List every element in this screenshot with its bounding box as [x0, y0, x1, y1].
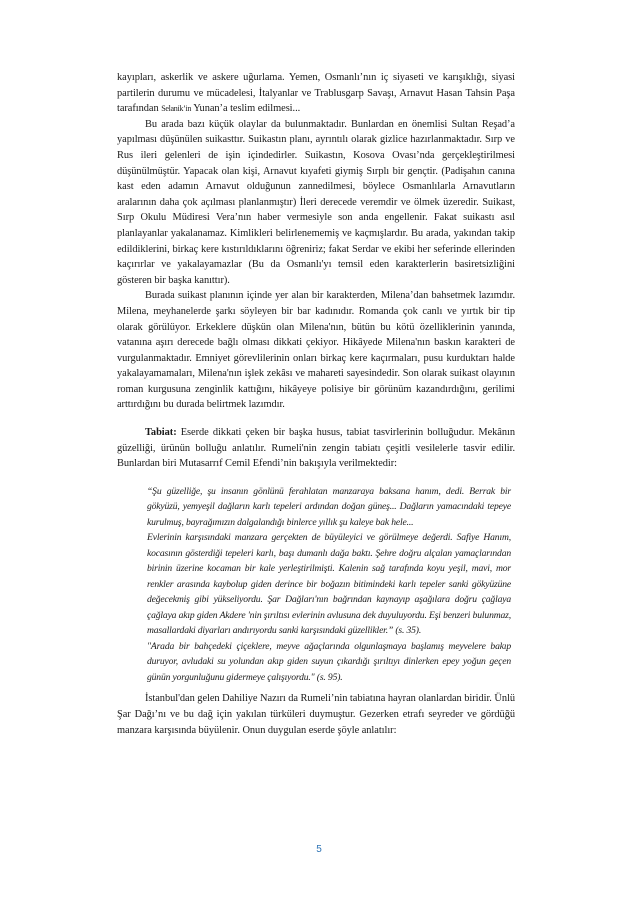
page-number: 5 — [316, 844, 322, 855]
paragraph-5: İstanbul'dan gelen Dahiliye Nazırı da Rumeli’nin tabiatına hayran olanlardan biridir. Ünlü Şar Dağı’nı ve bu dağ için yakılan türküleri duymuştur. Gezerken etrafı seyreder ve gördüğü manzara karşısında büyülenir. Onun duygulan eserde şöyle anlatılır: — [117, 693, 515, 736]
small-word: Selanik’in — [161, 104, 192, 114]
block-quote — [147, 484, 511, 686]
document-body — [117, 70, 515, 738]
quote-paragraph-1: “Şu güzelliğe, şu insanın gönlünü ferahlatan manzaraya baksana hanım, dedi. Berrak bir gökyüzü, yemyeşil dağların karlı tepeleri ardından doğan güneş... Dağların yamacındaki tepeye kurulmuş, bayrağımızın dalgalandığı binlerce yıllık şu kaleye bak hele... — [147, 485, 511, 528]
spacer — [117, 413, 515, 425]
quote-paragraph-3: "Arada bir bahçedeki çiçeklere, meyve ağaçlarında olgunlaşmaya başlamış meyvelere bakıp duruyor, avludaki su yolundan akıp giden suyun çıkardığı şırıltıyı dinlerken epey yoğun geçen günün yorgunluğunu gidermeye çalışıyordu." (s. 95). — [147, 640, 511, 683]
paragraph-1: kayıpları, askerlik ve askere uğurlama. Yemen, Osmanlı’nın iç siyaseti ve karışıklığı, siyasi partilerin durumu ve mücadelesi, İtalyanlar ve Trablusgarp Savaşı, Arnavut Hasan Tahsin Paşa tarafından Selanik’in Yunan’a teslim edilmesi... — [117, 72, 515, 115]
paragraph-3: Burada suikast planının içinde yer alan bir karakterden, Milena’dan bahsetmek lazımdır. Milena, meyhanelerde şarkı söyleyen bir bar kadınıdır. Romanda çok canlı ve yırtık bir tip olarak görülüyor. Erkeklere düşkün olan Milena'nın, bütün bu kötü özelliklerinin yanında, vatanına aşırı derecede bağlı olması dikkati çekiyor. Hikâyede Milena'nın baskın karakteri de vurgulanmaktadır. Emniyet görevlilerinin onları birkaç kere kaçırmaları, pusu kurduktarı halde yakalayamamaları, Milena'nın işlek zekâsı ve mahareti sayesindedir. Son olarak suikast olayının roman kurgusuna zenginlik kattığını, hikâyeye polisiye bir görünüm kazandırdığını, gerilimi arttırdığını bu durada belirtmek lazımdır. — [117, 290, 515, 411]
paragraph-4: Tabiat: Eserde dikkati çeken bir başka husus, tabiat tasvirlerinin bolluğudur. Mekânın güzelliği, ürünün bolluğu anlatılır. Rumeli'nin zengin tabiatı çeşitli vesilelerle tasvir edilir. Bunlardan biri Mutasarrıf Cemil Efendi’nin bakışıyla verilmektedir: — [117, 427, 515, 470]
section-label: Tabiat: — [145, 427, 177, 439]
quote-paragraph-2: Evlerinin karşısındaki manzara gerçekten de büyüleyici ve görülmeye değerdi. Safiye Hanım, kocasının gösterdiği tepeleri karlı, başı dumanlı dağa baktı. Şehre doğru alçalan yamaçlarından birinin üzerine kocaman bir kale yerleştirilmişti. Kalenin sağ tarafında koyu yeşil, mavi, mor renkler arasında kaybolup giden derince bir boğazın bitimindeki karlı tepeler sanki gökyüzüne değecekmiş gibi yükseliyordu. Şar Dağları'nın bağrından kaynayıp aşağılara doğru çağlaya çağlaya akıp giden Akdere 'nin şırıltısı evlerinin avlusuna dek duyuluyordu. Eşi benzeri bulunmaz, masallardaki diyarları andırıyordu sanki karşısındaki güzellikler.” (s. 35). — [147, 532, 511, 637]
paragraph-2: Bu arada bazı küçük olaylar da bulunmaktadır. Bunlardan en önemlisi Sultan Reşad’a yapılması düşünülen suikasttır. Suikastın planı, ayrıntılı olarak gizlice hazırlanmaktadır. Sırp ve Rus ileri gelenleri de işin içindedirler. Suikastın, Kosova Ovası’nda gerçekleştirilmesi düşünülmüştür. Yapacak olan kişi, Arnavut kıyafeti giymiş Sırplı bir gençtir. (Padişahın canına kast eden adamın Arnavut olduğunun zannedilmesi, böylece Osmanlılarla Arnavutların aralarının daha çok açılması planlanmıştır) İleri derecede veremdir ve ölmek üzeredir. Suikast, Sırp Okulu Müdiresi Vera’nın haber vermesiyle son anda engellenir. Fakat suikastı asıl planlayanlar yakalanamaz. Kimlikleri belirlenememiş ve kaçmışlardır. Bu arada, yakından takip edildiklerini, birkaç kere kıstırıldıklarını öğreniriz; fakat Serdar ve ekibi her seferinde ellerinden kaçırırlar ve yakalayamazlar (Bu da Osmanlı'yı temsil eden karakterlerin basiretsizliğini gösteren bir başka kanıttır). — [117, 118, 515, 286]
